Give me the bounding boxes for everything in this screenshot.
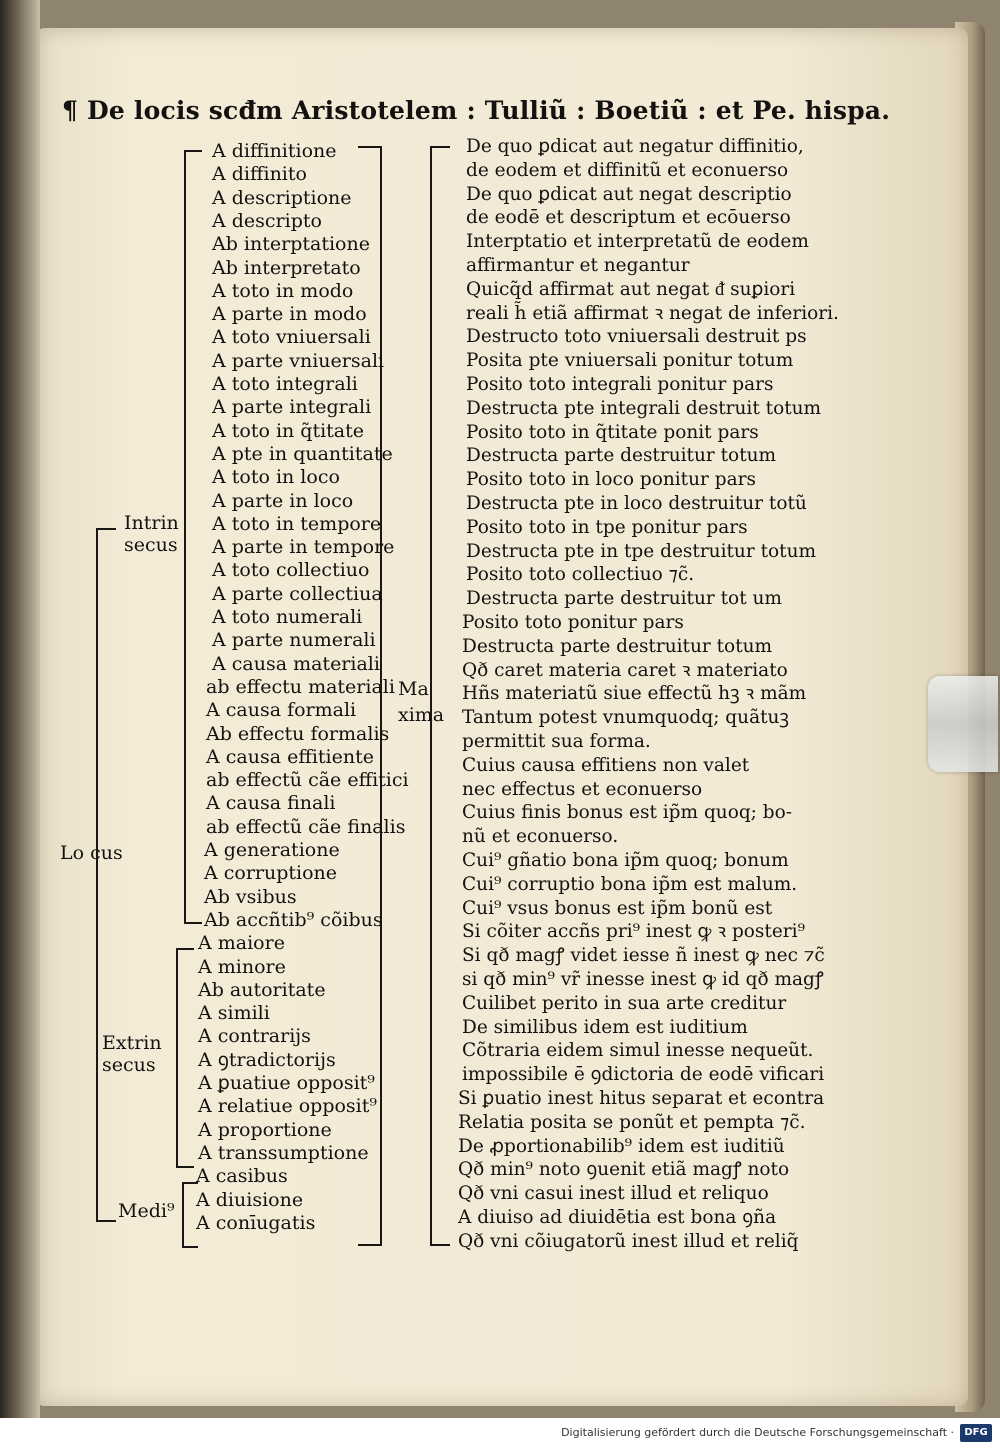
- maxima-line: si qð min⁹ vr̃ inesse inest ꝙ id qð magꝭ: [462, 969, 824, 990]
- binding-gutter: [0, 0, 40, 1418]
- page-title: ¶ De locis scđm Aristotelem : Tulliũ : Boetiũ : et Pe. hispa.: [62, 96, 891, 125]
- maxima-line: Posito toto in tpe ponitur pars: [466, 516, 748, 538]
- locus-item: A causa effitiente: [206, 745, 374, 768]
- locus-item: ab effectu materiali: [206, 675, 395, 698]
- maxima-line: Si ꝑuatio inest hitus separat et econtra: [458, 1088, 825, 1109]
- maxima-line: Hñs materiatũ siue effectũ hꝫ ꝛ mãm: [462, 683, 807, 705]
- footer-bar: [0, 1418, 1000, 1448]
- label-intrinsecus: Intrin secus: [124, 512, 179, 556]
- locus-item: A parte in modo: [212, 303, 367, 326]
- locus-item: A parte collectiua: [212, 582, 383, 605]
- locus-item: A toto integrali: [212, 373, 358, 395]
- locus-item: A causa materiali: [212, 652, 380, 675]
- maxima-line: Cõtraria eidem simul inesse nequeũt.: [462, 1040, 814, 1062]
- maxima-line: Cui⁹ vsus bonus est ip̃m bonũ est: [462, 897, 773, 919]
- maxima-line: Destructa parte destruitur tot um: [466, 588, 782, 610]
- locus-item: A descripto: [212, 209, 322, 232]
- locus-item: A maiore: [198, 932, 285, 955]
- maxima-line: Destructa parte destruitur totum: [462, 635, 773, 657]
- locus-item: A causa formali: [206, 699, 357, 722]
- locus-item: ab effectũ cãe finalis: [206, 815, 406, 838]
- locus-item: A relatiue opposit⁹: [198, 1095, 378, 1118]
- maxima-line: Cui⁹ corruptio bona ip̃m est malum.: [462, 873, 798, 895]
- maxima-line: impossibile ē ꝯdictoria de eodē vificari: [462, 1064, 825, 1086]
- locus-item: A ꝯtradictorijs: [198, 1048, 336, 1071]
- label-maxima: Ma xima: [398, 678, 445, 726]
- label-locus: Lo cus: [60, 842, 123, 864]
- page-clip: [928, 676, 998, 772]
- bracket-extrinsecus: [176, 948, 194, 1168]
- locus-item: A diffinitione: [212, 140, 337, 162]
- maxima-line: Interptatio et interpretatũ de eodem: [466, 231, 809, 253]
- locus-item: A transsumptione: [198, 1141, 369, 1164]
- maxima-line: reali h̃ etiã affirmat ꝛ negat de inferiori.: [466, 302, 839, 324]
- locus-item: A parte in tempore: [212, 536, 395, 559]
- maxima-line: Quicq̃d affirmat aut negat ᵭ suꝑiori: [466, 278, 796, 300]
- maxima-line: Cuius causa effitiens non valet: [462, 754, 750, 776]
- locus-item: A simili: [198, 1002, 270, 1025]
- maxima-line: Qð caret materia caret ꝛ materiato: [462, 659, 788, 681]
- maxima-line: Qð vni casui inest illud et reliquo: [458, 1183, 769, 1205]
- locus-item: A toto in loco: [212, 466, 340, 489]
- maxima-line: Destructa parte destruitur totum: [466, 445, 777, 467]
- maxima-line: de eodē et descriptum et ecōuerso: [466, 207, 791, 229]
- locus-item: A toto in q̃titate: [212, 419, 365, 442]
- locus-item: Ab effectu formalis: [206, 722, 390, 745]
- maxima-line: Posita pte vniuersali ponitur totum: [466, 350, 794, 372]
- maxima-line: Si qð magꝭ videt iesse ñ inest ꝙ nec ⁊c̃: [462, 945, 825, 967]
- locus-item: A descriptione: [212, 186, 352, 209]
- maxima-line: De quo ꝑdicat aut negatur diffinitio,: [466, 136, 804, 157]
- locus-item: A toto numerali: [212, 606, 363, 628]
- maxima-line: De similibus idem est iuditium: [462, 1016, 748, 1038]
- label-extrinsecus: Extrin secus: [102, 1032, 162, 1076]
- maxima-line: Posito toto in loco ponitur pars: [466, 469, 756, 491]
- label-medii: Medi⁹: [118, 1200, 175, 1222]
- locus-item: A parte vniuersali: [212, 349, 385, 372]
- maxima-line: Destructa pte in tpe destruitur totum: [466, 540, 817, 562]
- maxima-line: Qð min⁹ noto ꝯuenit etiã magꝭ noto: [458, 1159, 790, 1181]
- locus-item: A toto vniuersali: [212, 326, 371, 349]
- maxima-line: Tantum potest vnumquodq; quãtuꝫ: [462, 707, 789, 729]
- locus-item: Ab interpretato: [212, 256, 361, 279]
- locus-item: A parte integrali: [212, 396, 372, 419]
- maxima-line: Relatia posita se ponũt et pempta ⁊c̃.: [458, 1111, 806, 1133]
- locus-item: A proportione: [198, 1118, 332, 1141]
- locus-item: A toto in modo: [212, 279, 354, 302]
- maxima-line: De ꝓportionabilib⁹ idem est iuditiũ: [458, 1135, 785, 1157]
- maxima-line: Qð vni cõiugatorũ inest illud et reliq̃: [458, 1230, 799, 1252]
- maxima-line: Destructa pte integrali destruit totum: [466, 397, 822, 419]
- locus-item: A parte in loco: [212, 489, 354, 512]
- locus-item: A diffinito: [212, 163, 307, 186]
- locus-item: Ab autoritate: [198, 978, 326, 1001]
- maxima-line: Cuius finis bonus est ip̃m quoq; bo-: [462, 802, 793, 824]
- maxima-line: Si cõiter accñs pri⁹ inest ꝙ ꝛ posteri⁹: [462, 921, 805, 943]
- locus-item: A generatione: [204, 839, 340, 861]
- locus-item: ab effectũ cãe effitici: [206, 769, 409, 792]
- maxima-line: Posito toto ponitur pars: [462, 612, 684, 633]
- locus-item: A toto collectiuo: [212, 559, 370, 582]
- locus-item: A casibus: [196, 1165, 288, 1188]
- maxima-line: Destructa pte in loco destruitur totũ: [466, 493, 807, 514]
- maxima-line: permittit sua forma.: [462, 731, 651, 752]
- locus-item: A toto in tempore: [212, 512, 382, 535]
- maxima-line: de eodem et diffinitũ et econuerso: [466, 159, 789, 181]
- maxima-line: Destructo toto vniuersali destruit ps: [466, 326, 807, 348]
- maxima-line: De quo ꝑdicat aut negat descriptio: [466, 183, 792, 205]
- locus-item: Ab accñtib⁹ cõibus: [204, 908, 383, 931]
- locus-item: A corruptione: [204, 862, 338, 885]
- locus-item: A contrarijs: [198, 1025, 311, 1048]
- locus-item: Ab vsibus: [204, 885, 297, 908]
- bracket-intrinsecus: [184, 150, 202, 924]
- locus-item: A pte in quantitate: [212, 442, 393, 465]
- footer-credit: Digitalisierung gefördert durch die Deutsche Forschungsgemeinschaft ·: [561, 1426, 954, 1439]
- locus-item: A ꝑuatiue opposit⁹: [198, 1072, 375, 1094]
- bracket-maxima: [430, 146, 450, 1246]
- maxima-line: nec effectus et econuerso: [462, 778, 703, 800]
- locus-item: A parte numerali: [212, 629, 376, 652]
- dfg-logo: DFG: [960, 1424, 992, 1442]
- bracket-locus: [96, 528, 116, 1222]
- locus-item: A minore: [198, 955, 286, 978]
- maxima-line: affirmantur et negantur: [466, 255, 690, 276]
- maxima-line: Posito toto collectiuo ⁊c̃.: [466, 564, 695, 586]
- maxima-line: Posito toto integrali ponitur pars: [466, 374, 774, 395]
- maxima-line: A diuiso ad diuidētia est bona ꝯña: [458, 1207, 777, 1228]
- locus-item: A diuisione: [196, 1188, 304, 1211]
- maxima-line: Posito toto in q̃titate ponit pars: [466, 421, 759, 443]
- maxima-line: nũ et econuerso.: [462, 826, 619, 848]
- locus-item: A causa finali: [206, 792, 336, 815]
- maxima-line: Cui⁹ gñatio bona ip̃m quoq; bonum: [462, 850, 789, 871]
- maxima-line: Cuilibet perito in sua arte creditur: [462, 992, 787, 1014]
- locus-item: Ab interptatione: [212, 233, 370, 256]
- locus-item: A conīugatis: [196, 1211, 316, 1234]
